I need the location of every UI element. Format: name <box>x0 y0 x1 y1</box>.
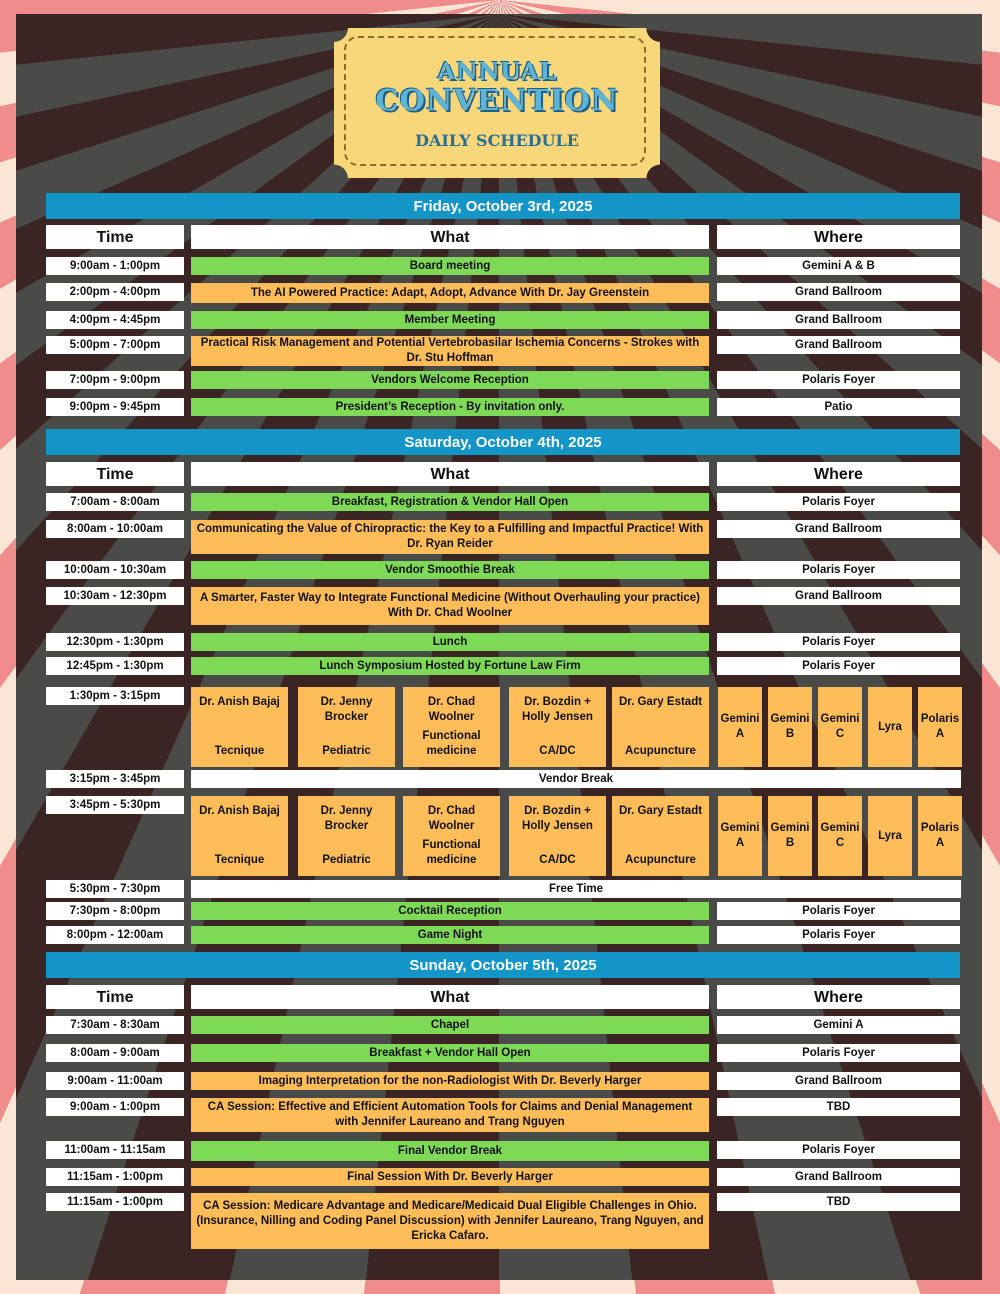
time-cell: 7:30pm - 8:00pm <box>46 902 184 920</box>
event-cell: Practical Risk Management and Potential Vertebrobasilar Ischemia Concerns - Strokes with Dr. Stu Hoffman <box>191 336 709 366</box>
location-cell: Patio <box>717 398 960 416</box>
location-cell: Polaris Foyer <box>717 902 960 920</box>
time-cell: 8:00pm - 12:00am <box>46 926 184 944</box>
event-cell: Final Session With Dr. Beverly Harger <box>191 1168 709 1186</box>
event-cell: Final Vendor Break <box>191 1141 709 1161</box>
breakout-room: Gemini A <box>718 796 762 876</box>
event-cell: The AI Powered Practice: Adapt, Adopt, Advance With Dr. Jay Greenstein <box>191 283 709 303</box>
event-cell: Lunch <box>191 633 709 651</box>
day-header: Saturday, October 4th, 2025 <box>46 429 960 455</box>
time-cell: 2:00pm - 4:00pm <box>46 283 184 301</box>
location-cell: TBD <box>717 1193 960 1211</box>
event-cell: Chapel <box>191 1016 709 1034</box>
location-cell: TBD <box>717 1098 960 1116</box>
location-cell: Grand Ballroom <box>717 336 960 354</box>
title-daily-schedule: DAILY SCHEDULE <box>415 131 579 150</box>
location-cell: Polaris Foyer <box>717 371 960 389</box>
time-cell: 10:30am - 12:30pm <box>46 587 184 605</box>
session-speaker: Dr. Chad Woolner <box>427 805 476 832</box>
event-cell: Game Night <box>191 926 709 944</box>
event-cell: Free Time <box>191 880 961 898</box>
location-cell: Polaris Foyer <box>717 1141 960 1159</box>
day-header: Sunday, October 5th, 2025 <box>46 952 960 978</box>
location-cell: Gemini A <box>717 1016 960 1034</box>
breakout-session <box>403 687 500 767</box>
breakout-session <box>403 796 500 876</box>
location-cell: Polaris Foyer <box>717 1044 960 1062</box>
column-header-time: Time <box>46 462 184 486</box>
location-cell: Polaris Foyer <box>717 633 960 651</box>
session-topic: Tecnique <box>214 745 265 757</box>
breakout-session <box>191 796 288 876</box>
session-speaker: Dr. Gary Estadt <box>618 805 703 817</box>
column-header-what: What <box>191 462 709 486</box>
breakout-room: Polaris A <box>918 796 962 876</box>
title-annual: ANNUAL <box>437 58 557 85</box>
session-speaker: Dr. Gary Estadt <box>618 696 703 708</box>
event-cell: A Smarter, Faster Way to Integrate Functional Medicine (Without Overhauling your practice) With Dr. Chad Woolner <box>191 587 709 625</box>
column-header-time: Time <box>46 225 184 249</box>
event-cell: Cocktail Reception <box>191 902 709 920</box>
session-speaker: Dr. Anish Bajaj <box>199 805 280 817</box>
time-cell: 3:45pm - 5:30pm <box>46 796 184 814</box>
event-cell: Lunch Symposium Hosted by Fortune Law Firm <box>191 657 709 675</box>
column-header-where: Where <box>717 462 960 486</box>
title-convention: CONVENTION <box>375 83 619 117</box>
location-cell: Polaris Foyer <box>717 561 960 579</box>
column-header-what: What <box>191 225 709 249</box>
session-topic: Acupuncture <box>625 854 696 866</box>
column-header-time: Time <box>46 985 184 1009</box>
breakout-room: Lyra <box>868 687 912 767</box>
breakout-room: Gemini B <box>768 796 812 876</box>
session-topic: CA/DC <box>539 745 576 757</box>
breakout-room: Gemini C <box>818 796 862 876</box>
time-cell: 7:00am - 8:00am <box>46 493 184 511</box>
breakout-session <box>509 796 606 876</box>
time-cell: 11:15am - 1:00pm <box>46 1168 184 1186</box>
location-cell: Gemini A & B <box>717 257 960 275</box>
session-topic: Functional medicine <box>422 730 481 757</box>
time-cell: 9:00am - 1:00pm <box>46 1098 184 1116</box>
location-cell: Polaris Foyer <box>717 493 960 511</box>
location-cell: Grand Ballroom <box>717 587 960 605</box>
session-topic: Pediatric <box>322 854 371 866</box>
time-cell: 7:30am - 8:30am <box>46 1016 184 1034</box>
time-cell: 8:00am - 10:00am <box>46 520 184 538</box>
session-topic: Acupuncture <box>625 745 696 757</box>
event-cell: Vendor Smoothie Break <box>191 561 709 579</box>
session-speaker: Dr. Bozdin + Holly Jensen <box>522 805 593 832</box>
event-cell: Imaging Interpretation for the non-Radiologist With Dr. Beverly Harger <box>191 1072 709 1090</box>
session-speaker: Dr. Anish Bajaj <box>199 696 280 708</box>
time-cell: 9:00am - 11:00am <box>46 1072 184 1090</box>
breakout-session <box>191 687 288 767</box>
session-speaker: Dr. Jenny Brocker <box>320 696 373 723</box>
breakout-room: Gemini C <box>818 687 862 767</box>
session-speaker: Dr. Chad Woolner <box>427 696 476 723</box>
breakout-room: Gemini B <box>768 687 812 767</box>
event-cell: CA Session: Effective and Efficient Automation Tools for Claims and Denial Management with Jennifer Laureano and Trang Nguyen <box>191 1098 709 1132</box>
session-speaker: Dr. Bozdin + Holly Jensen <box>522 696 593 723</box>
time-cell: 12:45pm - 1:30pm <box>46 657 184 675</box>
time-cell: 11:15am - 1:00pm <box>46 1193 184 1211</box>
time-cell: 5:30pm - 7:30pm <box>46 880 184 898</box>
event-cell: Vendors Welcome Reception <box>191 371 709 389</box>
session-topic: CA/DC <box>539 854 576 866</box>
time-cell: 1:30pm - 3:15pm <box>46 687 184 705</box>
location-cell: Polaris Foyer <box>717 926 960 944</box>
location-cell: Grand Ballroom <box>717 1168 960 1186</box>
location-cell: Polaris Foyer <box>717 657 960 675</box>
event-cell: Breakfast, Registration & Vendor Hall Open <box>191 493 709 511</box>
time-cell: 10:00am - 10:30am <box>46 561 184 579</box>
event-cell: CA Session: Medicare Advantage and Medicare/Medicaid Dual Eligible Challenges in Ohio. (Insurance, Nilling and Coding Panel Discussion) with Jennifer Laureano, Trang Nguyen, and Ericka Cafaro. <box>191 1193 709 1249</box>
session-speaker: Dr. Jenny Brocker <box>320 805 373 832</box>
day-header: Friday, October 3rd, 2025 <box>46 193 960 219</box>
time-cell: 8:00am - 9:00am <box>46 1044 184 1062</box>
event-cell: Member Meeting <box>191 311 709 329</box>
location-cell: Grand Ballroom <box>717 311 960 329</box>
column-header-where: Where <box>717 225 960 249</box>
event-cell: Board meeting <box>191 257 709 275</box>
breakout-session <box>509 687 606 767</box>
time-cell: 9:00am - 1:00pm <box>46 257 184 275</box>
event-cell: Breakfast + Vendor Hall Open <box>191 1044 709 1062</box>
time-cell: 7:00pm - 9:00pm <box>46 371 184 389</box>
session-topic: Tecnique <box>214 854 265 866</box>
location-cell: Grand Ballroom <box>717 520 960 538</box>
time-cell: 12:30pm - 1:30pm <box>46 633 184 651</box>
breakout-room: Polaris A <box>918 687 962 767</box>
time-cell: 3:15pm - 3:45pm <box>46 770 184 788</box>
breakout-session <box>298 687 395 767</box>
event-cell: Vendor Break <box>191 770 961 788</box>
event-cell: Communicating the Value of Chiropractic: the Key to a Fulfilling and Impactful Practice! With Dr. Ryan Reider <box>191 520 709 554</box>
breakout-session <box>612 796 709 876</box>
session-topic: Functional medicine <box>422 839 481 866</box>
column-header-where: Where <box>717 985 960 1009</box>
time-cell: 5:00pm - 7:00pm <box>46 336 184 354</box>
breakout-session <box>298 796 395 876</box>
breakout-room: Gemini A <box>718 687 762 767</box>
location-cell: Grand Ballroom <box>717 283 960 301</box>
time-cell: 11:00am - 11:15am <box>46 1141 184 1159</box>
event-cell: President’s Reception - By invitation only. <box>191 398 709 416</box>
breakout-session <box>612 687 709 767</box>
session-topic: Pediatric <box>322 745 371 757</box>
breakout-room: Lyra <box>868 796 912 876</box>
time-cell: 9:00pm - 9:45pm <box>46 398 184 416</box>
column-header-what: What <box>191 985 709 1009</box>
location-cell: Grand Ballroom <box>717 1072 960 1090</box>
time-cell: 4:00pm - 4:45pm <box>46 311 184 329</box>
